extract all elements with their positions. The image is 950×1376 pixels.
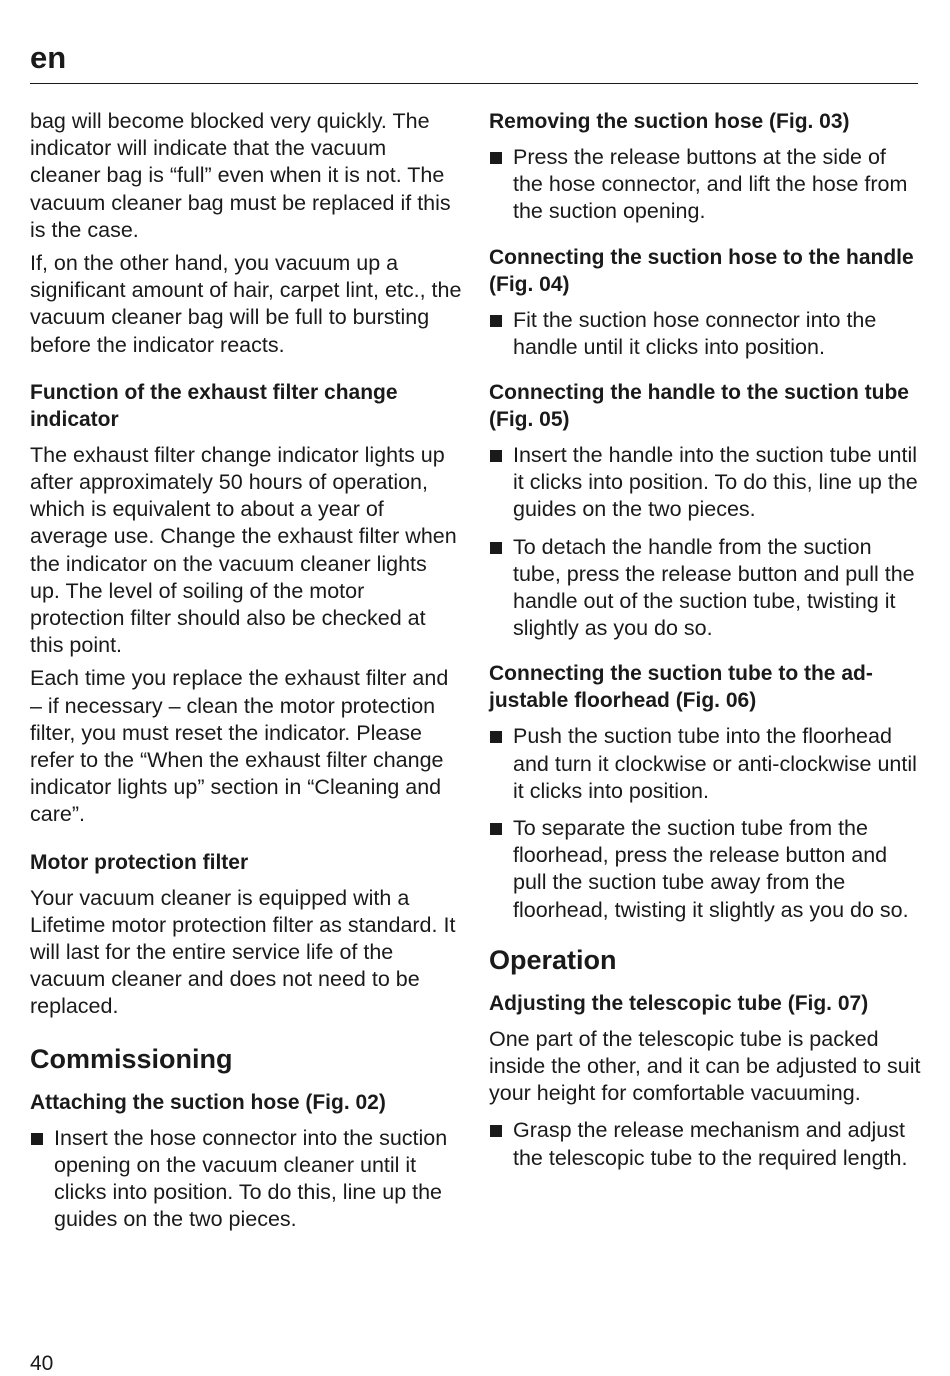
paragraph: Each time you replace the exhaust filter and – if necessary – clean the motor protection filter, you must reset the indicator. Please refer to the “When the exhaust filter change indicator lights up” section in “Cleaning and care”. <box>30 666 449 827</box>
bullet-square-icon <box>490 542 502 554</box>
list-item-text: Fit the suction hose connector into the handle until it clicks into position. <box>513 307 877 359</box>
language-code: en <box>30 40 67 75</box>
list-item-text: Grasp the release mechanism and adjust the telescopic tube to the required length. <box>513 1118 908 1170</box>
page-number: 40 <box>30 1352 54 1375</box>
bullet-square-icon <box>490 450 502 462</box>
subheading-telescopic-tube: Adjusting the telescopic tube (Fig. 07) <box>489 991 869 1015</box>
list-item <box>489 307 921 361</box>
list-item-text: Press the release buttons at the side of the hose connector, and lift the hose from the suction opening. <box>513 145 908 224</box>
list-item <box>489 144 921 226</box>
list-item-text: Insert the handle into the suction tube until it clicks into position. To do this, line up the guides on the two pieces. <box>513 443 918 522</box>
bullet-square-icon <box>490 315 502 327</box>
subheading-attach-hose: Attaching the suction hose (Fig. 02) <box>30 1090 386 1114</box>
paragraph: Your vacuum cleaner is equipped with a Lifetime motor protection filter as standard. It will last for the entire service life of the vacuum cleaner and does not need to be replaced. <box>30 885 456 1019</box>
subheading-exhaust-filter: Function of the exhaust filter change indicator <box>30 380 398 431</box>
list-item <box>489 723 921 805</box>
list-item-text: To separate the suction tube from the floorhead, press the release button and pull the suction tube away from the floorhead, twisting it slightly as you do so. <box>513 816 909 922</box>
list-item <box>489 534 921 643</box>
bullet-square-icon <box>490 823 502 835</box>
paragraph: If, on the other hand, you vacuum up a significant amount of hair, carpet lint, etc., the vacuum cleaner bag will be full to bursting before the indicator reacts. <box>30 251 462 357</box>
list-item-text: Push the suction tube into the floorhead and turn it clockwise or anti-clockwise until it clicks into position. <box>513 724 917 803</box>
bullet-square-icon <box>490 1125 502 1137</box>
right-column <box>489 108 921 1182</box>
paragraph: bag will become blocked very quickly. The indicator will indicate that the vacuum cleaner bag is “full” even when it is not. The vacuum cleaner bag must be replaced if this is the case. <box>30 109 451 242</box>
bullet-square-icon <box>490 731 502 743</box>
subheading-connect-handle-tube: Connecting the handle to the suction tube (Fig. 05) <box>489 381 909 432</box>
list-item <box>30 1125 462 1234</box>
list-item-text: To detach the handle from the suction tube, press the release button and pull the handle out of the suction tube, twisting it slightly as you do so. <box>513 534 915 641</box>
paragraph: The exhaust filter change indicator lights up after approximately 50 hours of operation, which is equivalent to about a year of average use. Change the exhaust filter when the indicator on the vacuum cleaner lights up. The level of soiling of the motor protection filter should also be checked at this point. <box>30 442 457 658</box>
bullet-square-icon <box>31 1133 43 1145</box>
paragraph: One part of the telescopic tube is packed inside the other, and it can be adjusted to suit your height for comfortable vacuuming. <box>489 1026 921 1106</box>
subheading-connect-hose-handle: Connecting the suction hose to the handle (Fig. 04) <box>489 245 914 296</box>
left-column <box>30 108 462 1244</box>
list-item <box>489 442 921 524</box>
subheading-motor-filter: Motor protection filter <box>30 850 249 874</box>
section-heading-operation: Operation <box>489 944 617 975</box>
header-divider <box>30 83 918 84</box>
subheading-connect-tube-floorhead: Connecting the suction tube to the adjustable floorhead (Fig. 06) <box>489 662 873 713</box>
section-heading-commissioning: Commissioning <box>30 1043 233 1074</box>
bullet-square-icon <box>490 152 502 164</box>
list-item-text: Insert the hose connector into the suction opening on the vacuum cleaner until it clicks into position. To do this, line up the guides on the two pieces. <box>54 1125 448 1232</box>
list-item <box>489 815 921 924</box>
list-item <box>489 1117 921 1171</box>
subheading-remove-hose: Removing the suction hose (Fig. 03) <box>489 110 850 133</box>
